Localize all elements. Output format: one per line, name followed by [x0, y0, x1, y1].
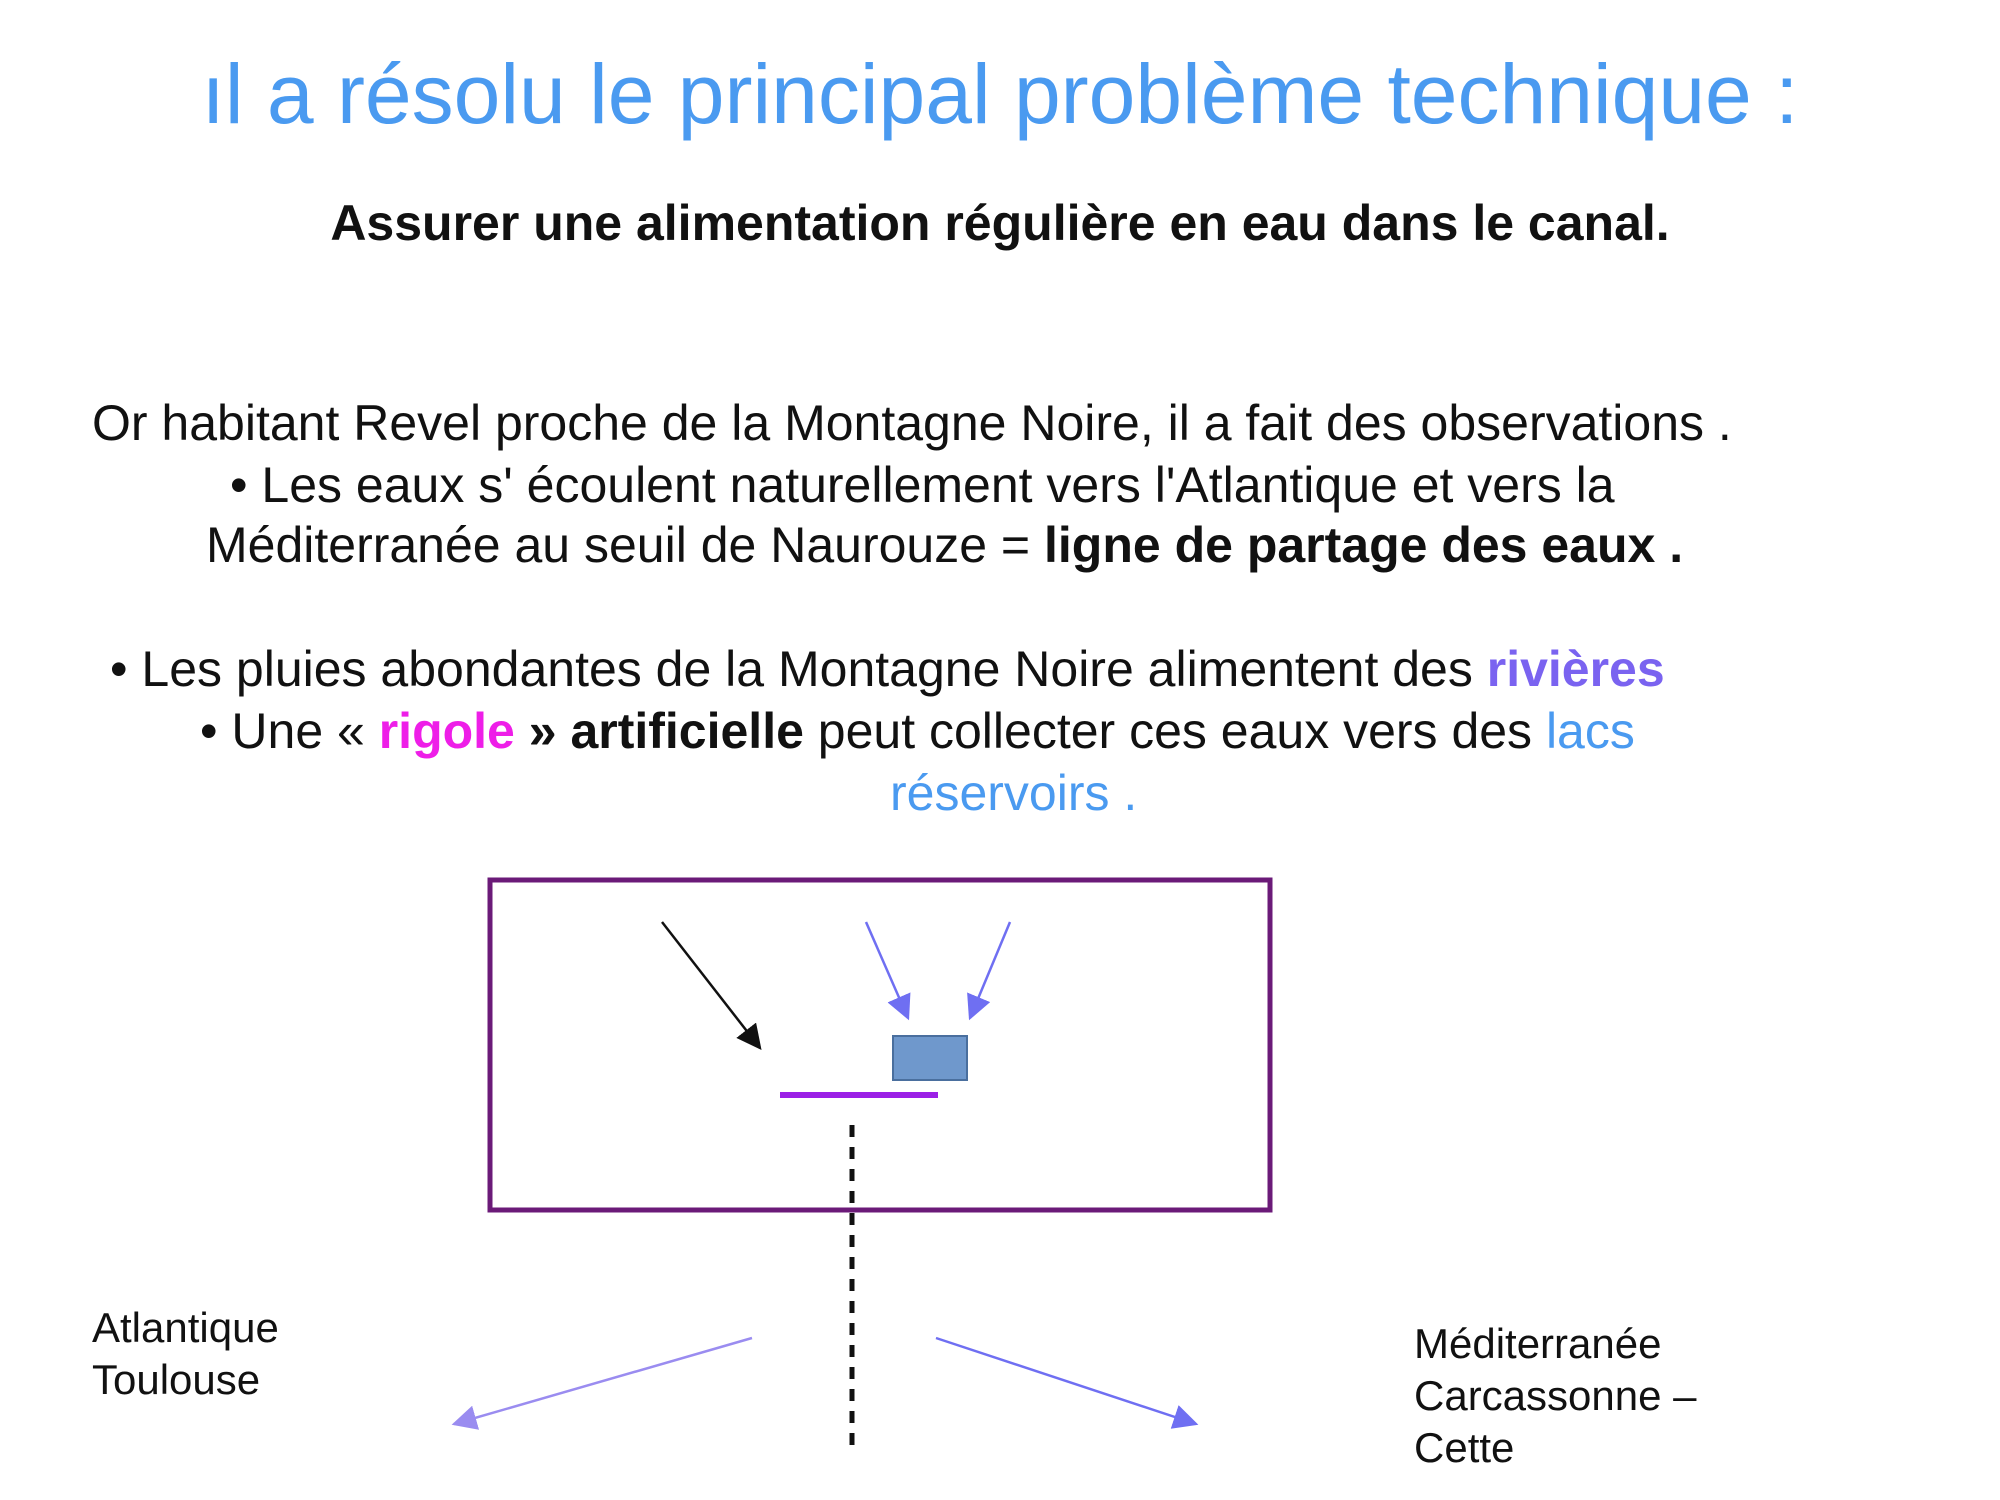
bullet-pluies-text: • Les pluies abondantes de la Montagne Noire alimentent des — [110, 641, 1487, 697]
rivieres-text: rivières — [1486, 641, 1665, 697]
bullet-eaux-line2-text: Méditerranée au seuil de Naurouze = — [206, 517, 1045, 573]
slide-title: ıl a résolu le principal problème technique : — [201, 47, 1799, 141]
partage-des-eaux-text: ligne de partage des eaux . — [1044, 517, 1684, 573]
rigole-text: rigole — [378, 703, 515, 759]
arrow-atlantique — [454, 1338, 752, 1424]
rain-arrow — [662, 922, 760, 1048]
montagne-noire-frame — [490, 880, 1270, 1210]
lacs-text: lacs — [1545, 703, 1635, 759]
label-atlantique — [92, 1302, 279, 1406]
intro-text: Or habitant Revel proche de la Montagne Noire, il a fait des observations . — [92, 395, 1732, 451]
label-atlantique-line2: Toulouse — [92, 1356, 261, 1403]
reservoirs-text: réservoirs . — [890, 765, 1138, 821]
bullet-rigole-prefix: • Une « — [200, 703, 379, 759]
artificielle-text: » artificielle — [514, 703, 804, 759]
arrow-mediterranee — [936, 1338, 1196, 1424]
label-mediterranee — [1414, 1318, 1697, 1474]
river-arrow-right — [970, 922, 1010, 1018]
label-mediterranee-line3: Cette — [1414, 1424, 1515, 1471]
reservoir-box — [893, 1036, 967, 1080]
label-mediterranee-line1: Méditerranée — [1414, 1320, 1662, 1367]
bullet-eaux-line1: • Les eaux s' écoulent naturellement vers l'Atlantique et vers la — [230, 457, 1615, 513]
river-arrow-left — [866, 922, 908, 1018]
slide-subtitle: Assurer une alimentation régulière en eau dans le canal. — [330, 195, 1670, 251]
label-atlantique-line1: Atlantique — [92, 1304, 279, 1351]
bullet-rigole-middle: peut collecter ces eaux vers des — [803, 703, 1546, 759]
label-mediterranee-line2: Carcassonne – — [1414, 1372, 1697, 1419]
